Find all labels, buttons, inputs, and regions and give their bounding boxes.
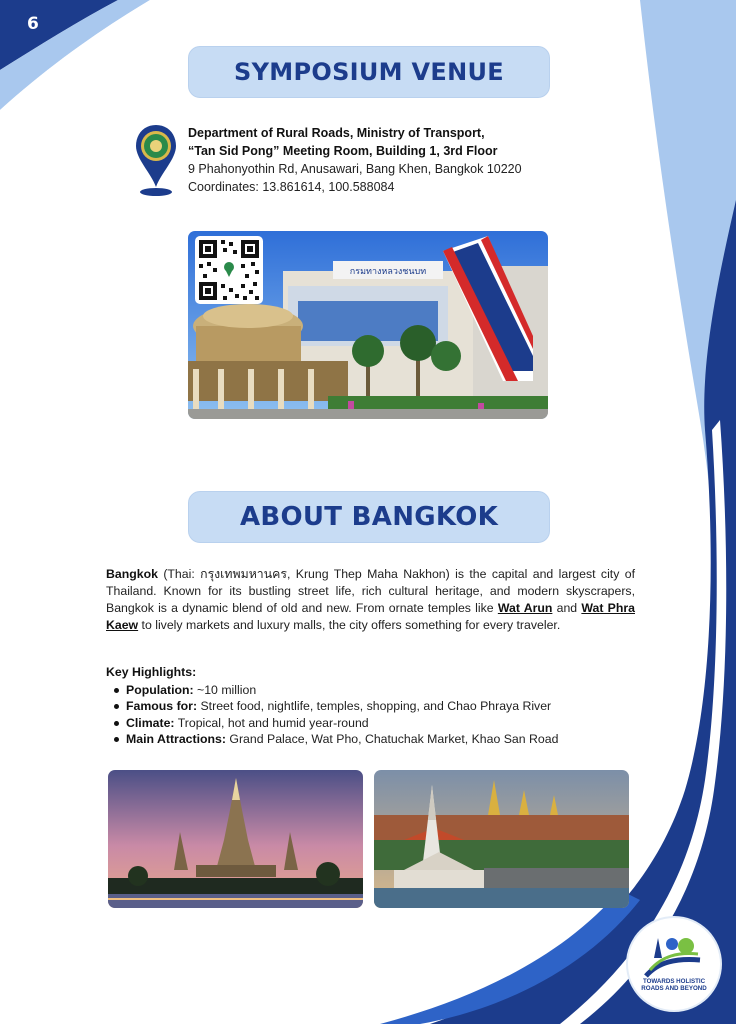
key-highlights-title: Key Highlights: <box>106 665 197 679</box>
about-text-2: to lively markets and luxury malls, the city offers something for every traveler. <box>138 618 561 632</box>
list-item <box>112 715 558 731</box>
logo-line-2: ROADS AND BEYOND <box>641 985 707 992</box>
highlight-value: ~10 million <box>193 683 257 697</box>
highlight-label: Main Attractions: <box>126 732 226 747</box>
venue-address: 9 Phahonyothin Rd, Anusawari, Bang Khen, Bangkok 10220 <box>188 162 522 176</box>
page-number: 6 <box>27 14 39 34</box>
highlight-label: Famous for: <box>126 699 198 714</box>
highlight-label: Climate: <box>126 715 175 730</box>
venue-details <box>188 124 588 196</box>
about-city: Bangkok <box>106 567 158 581</box>
list-item <box>112 682 558 698</box>
wat-arun-photo <box>108 770 363 908</box>
venue-title: SYMPOSIUM VENUE <box>188 46 550 98</box>
venue-room: “Tan Sid Pong” Meeting Room, Building 1, 3rd Floor <box>188 144 498 158</box>
highlight-value: Tropical, hot and humid year-round <box>174 715 369 730</box>
grand-palace-photo <box>374 770 629 908</box>
about-and: and <box>552 601 582 615</box>
about-text-1: (Thai: กรุงเทพมหานคร, Krung Thep Maha Nakhon) is the capital and largest city of Thailand. Known for its bustling street life, rich cultural heritage, and modern skyscrapers, Bangkok is a dynamic blend of old and new. From ornate temples like <box>106 567 635 615</box>
about-paragraph <box>106 566 635 634</box>
building-sign: กรมทางหลวงชนบท <box>349 267 427 277</box>
qr-code-icon[interactable] <box>195 236 263 304</box>
symposium-logo <box>628 918 720 1010</box>
highlight-label: Population: <box>126 683 194 697</box>
about-bangkok-title: ABOUT BANGKOK <box>188 491 550 543</box>
logo-line-1: TOWARDS HOLISTIC <box>642 978 706 985</box>
highlight-value: Grand Palace, Wat Pho, Chatuchak Market, Khao San Road <box>225 732 559 747</box>
wat-arun-link[interactable]: Wat Arun <box>497 601 553 615</box>
venue-department: Department of Rural Roads, Ministry of Transport, <box>188 126 485 140</box>
key-highlights-list <box>112 682 558 748</box>
map-pin-icon <box>133 123 179 199</box>
highlight-value: Street food, nightlife, temples, shopping, and Chao Phraya River <box>197 699 552 714</box>
list-item <box>112 731 558 747</box>
list-item <box>112 698 558 714</box>
logo-text <box>628 978 720 992</box>
venue-coordinates: Coordinates: 13.861614, 100.588084 <box>188 180 395 194</box>
wat-phra-kaew-link[interactable]: Wat Phra Kaew <box>106 601 635 632</box>
